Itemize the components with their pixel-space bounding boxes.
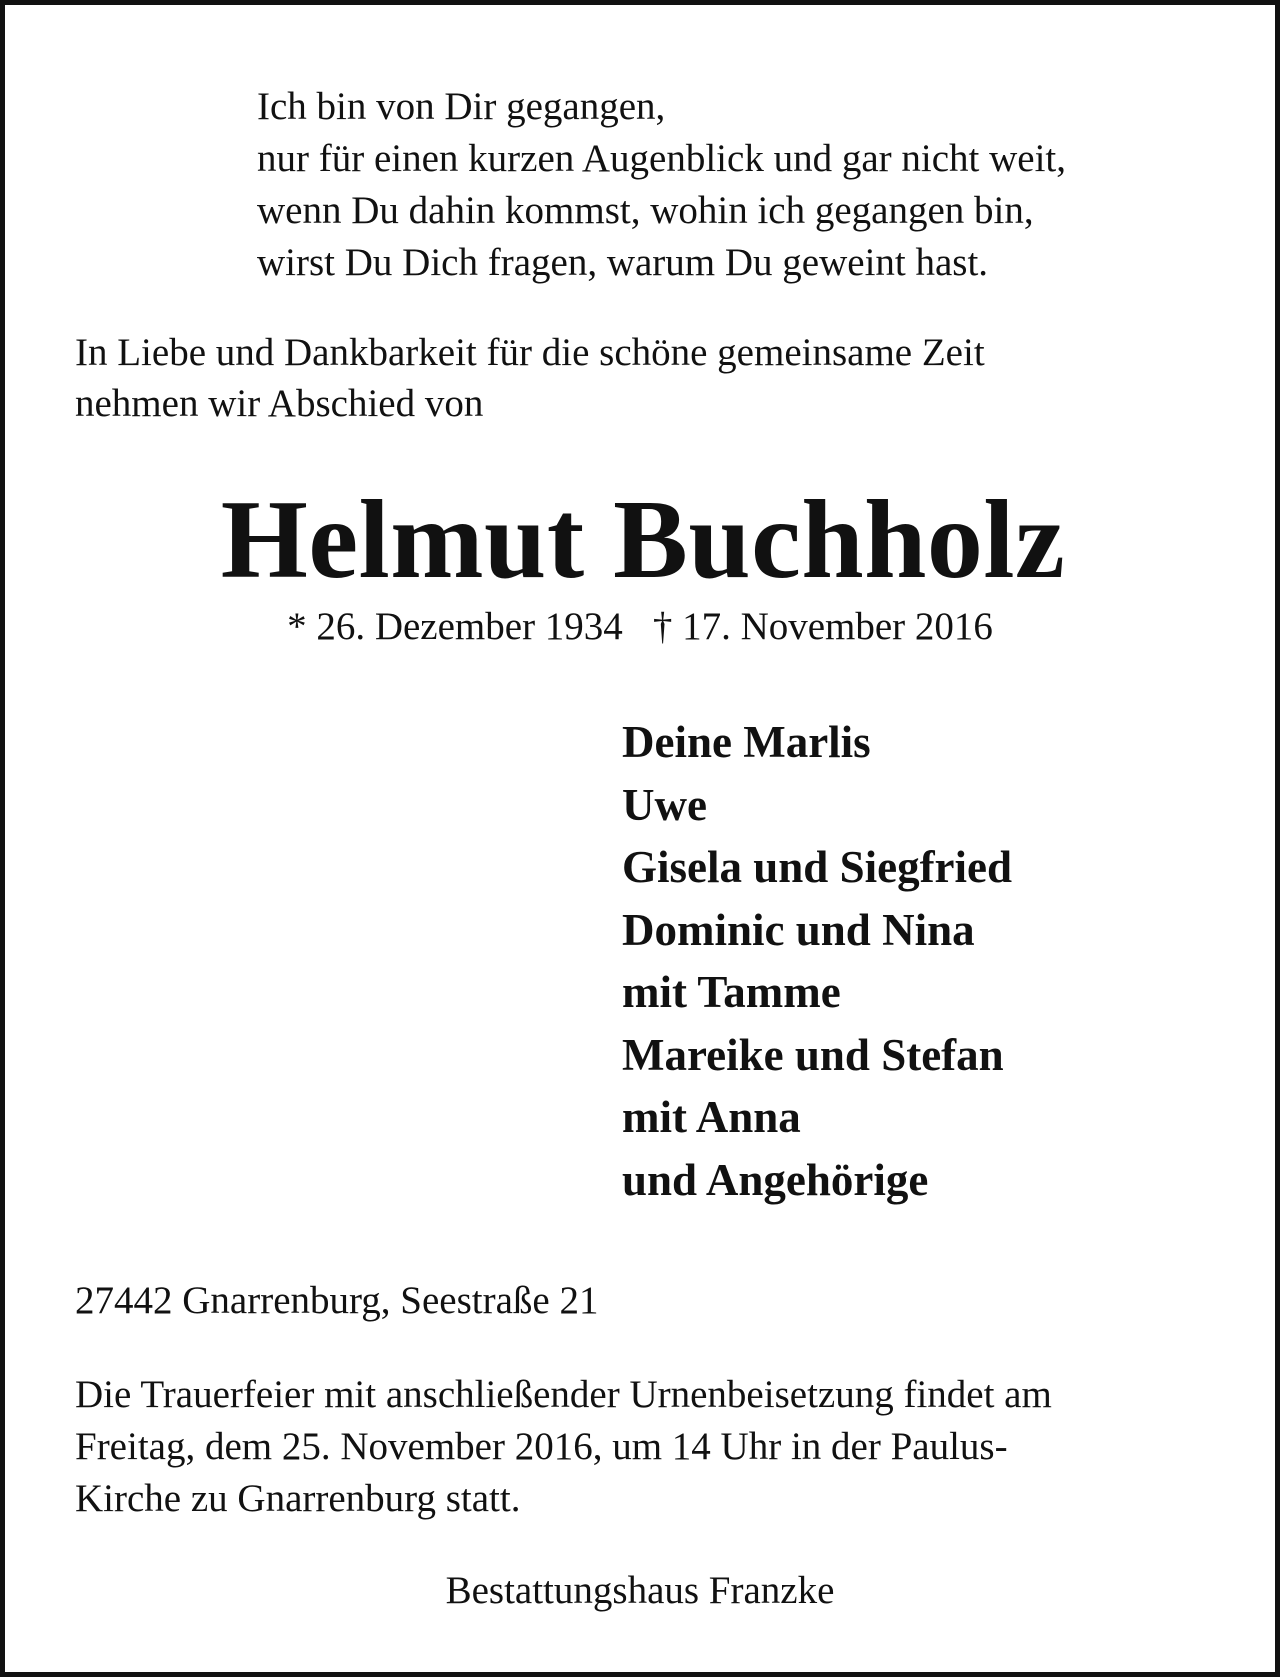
undertaker-name: Bestattungshaus Franzke [445,1569,835,1612]
poem-verse [257,81,1066,289]
mourner-line: Mareike und Stefan [622,1029,1004,1080]
poem-line: nur für einen kurzen Augenblick und gar nicht weit, [257,137,1067,180]
ceremony-notice [75,1369,1052,1525]
mourner-line: Dominic und Nina [622,904,975,955]
poem-line: wirst Du Dich fragen, warum Du geweint hast. [257,241,989,284]
mourner-line: Gisela und Siegfried [622,842,1013,892]
ceremony-line: Die Trauerfeier mit anschließender Urnenbeisetzung findet am [75,1373,1052,1416]
mourners-list [622,711,1012,1211]
mourner-line: Uwe [622,779,707,830]
intro-line: nehmen wir Abschied von [75,382,484,425]
death-date: † 17. November 2016 [652,605,993,648]
family-address: 27442 Gnarrenburg, Seestraße 21 [75,1279,599,1322]
poem-line: Ich bin von Dir gegangen, [257,85,666,128]
ceremony-line: Freitag, dem 25. November 2016, um 14 Uhr in der Paulus- [75,1425,1008,1468]
deceased-name: Helmut Buchholz [220,478,1066,602]
intro-text [75,327,985,429]
ceremony-line: Kirche zu Gnarrenburg statt. [75,1477,521,1520]
mourner-line: Deine Marlis [622,717,871,767]
mourner-line: mit Tamme [622,967,841,1017]
birth-date: * 26. Dezember 1934 [287,605,623,648]
poem-line: wenn Du dahin kommst, wohin ich gegangen bin, [257,189,1034,232]
mourner-line: und Angehörige [622,1154,929,1205]
mourner-line: mit Anna [622,1092,801,1142]
intro-line: In Liebe und Dankbarkeit für die schöne gemeinsame Zeit [75,331,985,374]
life-dates [5,603,1275,651]
